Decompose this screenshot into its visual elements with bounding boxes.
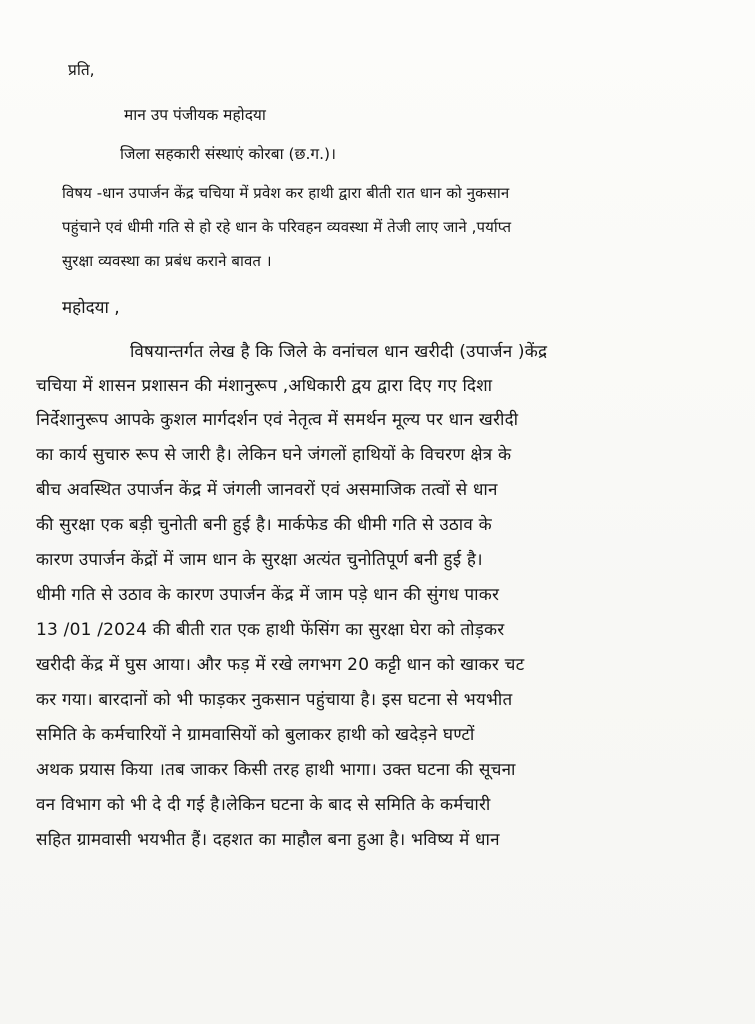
body-line: निर्देशानुरूप आपके कुशल मार्गदर्शन एवं नेतृत्व में समर्थन मूल्य पर धान खरीदी	[36, 410, 519, 430]
body-line: धीमी गति से उठाव के कारण उपार्जन केंद्र में जाम पड़े धान की सुंगध पाकर	[36, 585, 500, 605]
body-line: खरीदी केंद्र में घुस आया। और फड़ में रखे लगभग 20 कट्टी धान को खाकर चट	[36, 655, 525, 675]
subject-line: विषय -धान उपार्जन केंद्र चचिया में प्रवेश कर हाथी द्वारा बीती रात धान को नुकसान	[62, 184, 510, 202]
body-line: विषयान्तर्गत लेख है कि जिले के वनांचल धान खरीदी (उपार्जन )केंद्र	[130, 342, 548, 362]
salutation: महोदया ,	[62, 298, 120, 318]
subject-line: सुरक्षा व्यवस्था का प्रबंध कराने बावत ।	[62, 252, 272, 270]
recipient-org: जिला सहकारी संस्थाएं कोरबा (छ.ग.)।	[120, 145, 336, 163]
body-line: कारण उपार्जन केंद्रों में जाम धान के सुरक्षा अत्यंत चुनोतिपूर्ण बनी हुई है।	[36, 550, 483, 570]
body-line: चचिया में शासन प्रशासन की मंशानुरूप ,अधिकारी द्वय द्वारा दिए गए दिशा	[36, 376, 493, 396]
body-line: सहित ग्रामवासी भयभीत हैं। दहशत का माहौल बना हुआ है। भविष्य में धान	[36, 830, 500, 850]
body-line: बीच अवस्थित उपार्जन केंद्र में जंगली जानवरों एवं असमाजिक तत्वों से धान	[36, 480, 498, 500]
body-line: वन विभाग को भी दे दी गई है।लेकिन घटना के बाद से समिति के कर्मचारी	[36, 795, 491, 815]
to-label: प्रति,	[68, 61, 95, 79]
body-line: का कार्य सुचारु रूप से जारी है। लेकिन घने जंगलों हाथियों के विचरण क्षेत्र के	[36, 445, 512, 465]
body-line: कर गया। बारदानों को भी फाड़कर नुकसान पहुंचाया है। इस घटना से भयभीत	[36, 690, 513, 710]
body-line: 13 /01 /2024 की बीती रात एक हाथी फेंसिंग का सुरक्षा घेरा को तोड़कर	[36, 620, 505, 640]
body-line: की सुरक्षा एक बड़ी चुनोती बनी हुई है। मार्कफेड की धीमी गति से उठाव के	[36, 515, 492, 535]
body-line: समिति के कर्मचारियों ने ग्रामवासियों को बुलाकर हाथी को खदेड़ने घण्टों	[36, 725, 475, 745]
recipient-title: मान उप पंजीयक महोदया	[124, 106, 266, 124]
body-line: अथक प्रयास किया ।तब जाकर किसी तरह हाथी भागा। उक्त घटना की सूचना	[36, 760, 516, 780]
subject-line: पहुंचाने एवं धीमी गति से हो रहे धान के परिवहन व्यवस्था में तेजी लाए जाने ,पर्याप्त	[62, 218, 512, 236]
